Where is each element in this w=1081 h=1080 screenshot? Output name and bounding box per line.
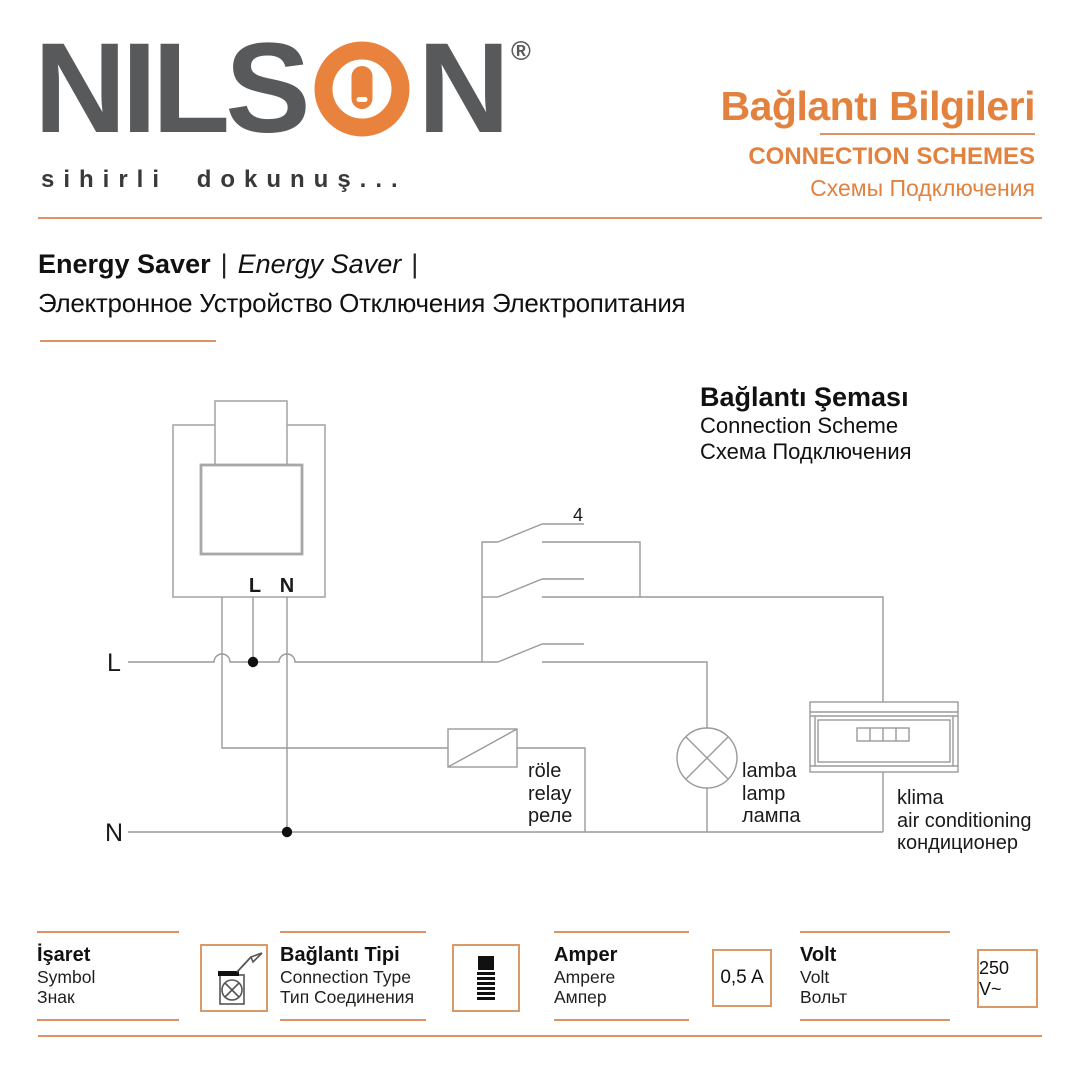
spec-ampere-ru: Ампер [554,987,607,1007]
screw-terminal-icon [457,948,515,1008]
product-name-en: Energy Saver [237,249,402,279]
spec-symbol-en: Symbol [37,967,96,987]
connection-icon-box [452,944,520,1012]
spec-cell-ampere [554,931,689,1021]
connection-scheme-diagram [0,380,1081,885]
lamp-label-en: lamp [742,783,786,805]
volt-value: 250 V~ [979,957,1010,999]
lamp-symbol [677,728,737,832]
lamp-feed-wire [542,662,707,728]
neutral-label: N [105,819,124,847]
ac-label-en: air conditioning [897,810,1032,832]
header-divider [38,217,1042,219]
spec-symbol-ru: Знак [37,987,75,1007]
product-title-block [38,249,685,318]
wire-count-label: 4 [573,505,584,525]
energy-saver-device-symbol [173,401,325,597]
spec-connection-ru: Тип Соединения [280,987,415,1007]
line-l-wire [128,654,498,662]
symbol-icon-box [200,944,268,1012]
registered-trademark: ® [511,36,531,66]
ampere-value-box [712,949,772,1007]
scheme-title-ru: Схема Подключения [700,439,912,464]
spec-volt-en: Volt [800,967,830,987]
relay-label-ru: реле [528,805,573,827]
logo-text-left: NILS [34,17,306,160]
relay-label-tr: röle [528,760,562,782]
scheme-title-tr: Bağlantı Şeması [700,382,909,412]
separator: | [220,249,228,279]
header-title-en: CONNECTION SCHEMES [748,143,1035,170]
junction-dot [282,827,292,837]
volt-value-box [977,949,1038,1008]
spec-connection-tr: Bağlantı Tipi [280,944,400,966]
footer-divider [38,1035,1042,1037]
relay-label-en: relay [528,783,572,805]
scheme-title-en: Connection Scheme [700,413,899,438]
spec-volt-tr: Volt [800,944,837,966]
logo-text-right: N [417,17,505,160]
ac-feed-wire [542,597,883,702]
logo-o-icon [313,40,411,138]
product-name-tr: Energy Saver [38,249,211,279]
header-title-tr: Bağlantı Bilgileri [720,83,1035,129]
terminal-l-label: L [248,575,262,597]
nilson-logo [34,17,531,160]
spec-ampere-tr: Amper [554,944,618,966]
switch1-output-wire [542,542,640,597]
card-switch-symbol-icon [205,948,263,1008]
relay-feed-wire [222,597,448,748]
spec-cell-symbol [37,931,179,1021]
spec-cell-volt [800,931,950,1021]
junction-dot [248,657,258,667]
four-gang-switch-symbol [482,505,584,662]
document-header [721,84,1036,201]
spec-volt-ru: Вольт [800,987,847,1007]
product-underline [40,340,216,342]
separator: | [411,249,419,279]
header-title-ru: Схемы Подключения [810,175,1035,201]
lamp-label-tr: lamba [742,760,797,782]
spec-symbol-tr: İşaret [37,944,91,966]
spec-connection-en: Connection Type [280,967,412,987]
line-label: L [107,649,121,677]
ac-label-ru: кондиционер [897,832,1019,854]
ampere-value: 0,5 A [720,967,764,988]
ac-label-tr: klima [897,787,944,809]
header-underline [820,133,1035,135]
spec-cell-connection [280,931,426,1021]
product-name-ru: Электронное Устройство Отключения Электропитания [38,288,686,318]
spec-ampere-en: Ampere [554,967,616,987]
lamp-label-ru: лампа [742,805,801,827]
brand-tagline: sihirli dokunuş... [41,166,407,193]
terminal-n-label: N [279,575,295,597]
